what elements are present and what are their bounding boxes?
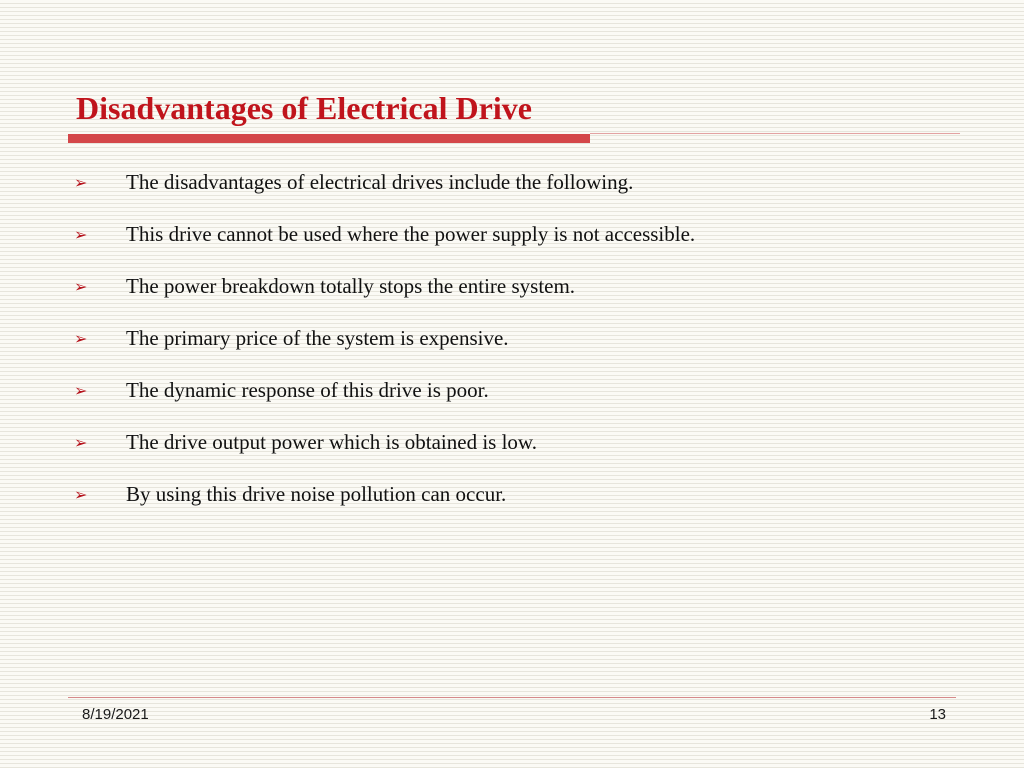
bullet-text: By using this drive noise pollution can occur.: [126, 482, 507, 506]
bullet-item: [74, 322, 695, 374]
slide-title: Disadvantages of Electrical Drive: [76, 90, 532, 126]
bullet-text: The power breakdown totally stops the entire system.: [126, 274, 576, 298]
bullet-text: This drive cannot be used where the power supply is not accessible.: [126, 222, 696, 246]
bullet-item: [74, 218, 695, 270]
bullet-text: The primary price of the system is expensive.: [126, 326, 509, 350]
footer-date: 8/19/2021: [82, 706, 149, 723]
arrowhead-bullet-icon: ➢: [74, 381, 88, 400]
arrowhead-bullet-icon: ➢: [74, 277, 88, 296]
bullet-text: The drive output power which is obtained is low.: [126, 430, 537, 454]
title-underline-thick: [68, 134, 590, 143]
bullet-text: The disadvantages of electrical drives include the following.: [126, 170, 634, 194]
footer-divider: [68, 697, 956, 698]
bullet-text: The dynamic response of this drive is poor.: [126, 378, 489, 402]
arrowhead-bullet-icon: ➢: [74, 225, 88, 244]
arrowhead-bullet-icon: ➢: [74, 433, 88, 452]
arrowhead-bullet-icon: ➢: [74, 173, 88, 192]
bullet-list: [74, 166, 695, 530]
bullet-item: [74, 478, 695, 530]
title-underline-thin: [590, 133, 960, 134]
bullet-item: [74, 426, 695, 478]
arrowhead-bullet-icon: ➢: [74, 329, 88, 348]
arrowhead-bullet-icon: ➢: [74, 485, 88, 504]
bullet-item: [74, 374, 695, 426]
bullet-item: [74, 166, 695, 218]
bullet-item: [74, 270, 695, 322]
footer-page-number: 13: [929, 706, 946, 723]
